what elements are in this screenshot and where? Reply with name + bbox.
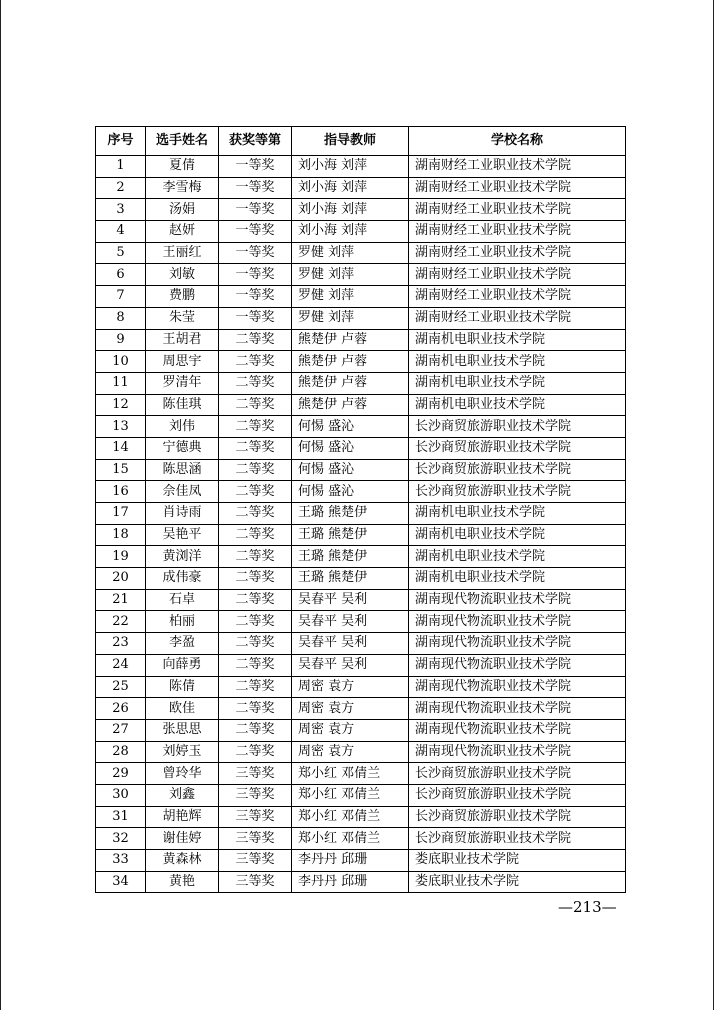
cell-index: 28 [96,741,146,763]
cell-school-name: 湖南机电职业技术学院 [409,546,626,568]
cell-contestant-name: 向薛勇 [146,654,219,676]
cell-index: 8 [96,307,146,329]
table-row [96,199,626,221]
cell-school-name: 湖南现代物流职业技术学院 [409,741,626,763]
cell-contestant-name: 曾玲华 [146,763,219,785]
cell-index: 5 [96,242,146,264]
cell-index: 12 [96,394,146,416]
cell-contestant-name: 成伟豪 [146,568,219,590]
cell-instructors: 郑小红 邓倩兰 [292,784,409,806]
cell-award-level: 一等奖 [219,286,292,308]
table-row [96,850,626,872]
cell-contestant-name: 石卓 [146,589,219,611]
table-row [96,806,626,828]
cell-school-name: 湖南现代物流职业技术学院 [409,676,626,698]
cell-contestant-name: 汤娟 [146,199,219,221]
cell-school-name: 湖南机电职业技术学院 [409,524,626,546]
table-body [96,156,626,893]
cell-contestant-name: 柏丽 [146,611,219,633]
table-row [96,676,626,698]
cell-index: 18 [96,524,146,546]
table-row [96,156,626,178]
table-row [96,286,626,308]
cell-contestant-name: 欧佳 [146,698,219,720]
cell-school-name: 长沙商贸旅游职业技术学院 [409,763,626,785]
cell-award-level: 二等奖 [219,741,292,763]
page-edge-left [0,0,1,1010]
cell-instructors: 熊楚伊 卢蓉 [292,329,409,351]
cell-contestant-name: 费鹏 [146,286,219,308]
cell-school-name: 湖南机电职业技术学院 [409,503,626,525]
cell-award-level: 二等奖 [219,481,292,503]
cell-school-name: 湖南财经工业职业技术学院 [409,221,626,243]
cell-index: 9 [96,329,146,351]
cell-index: 24 [96,654,146,676]
header-award-level: 获奖等第 [219,127,292,156]
cell-school-name: 湖南财经工业职业技术学院 [409,286,626,308]
cell-school-name: 湖南机电职业技术学院 [409,394,626,416]
cell-school-name: 长沙商贸旅游职业技术学院 [409,459,626,481]
cell-index: 14 [96,437,146,459]
cell-index: 19 [96,546,146,568]
cell-school-name: 长沙商贸旅游职业技术学院 [409,437,626,459]
cell-contestant-name: 谢佳婷 [146,828,219,850]
cell-index: 21 [96,589,146,611]
table-row [96,568,626,590]
cell-school-name: 湖南现代物流职业技术学院 [409,654,626,676]
cell-contestant-name: 刘伟 [146,416,219,438]
cell-school-name: 长沙商贸旅游职业技术学院 [409,806,626,828]
cell-award-level: 一等奖 [219,221,292,243]
cell-award-level: 二等奖 [219,329,292,351]
cell-contestant-name: 夏倩 [146,156,219,178]
cell-contestant-name: 陈思涵 [146,459,219,481]
cell-school-name: 长沙商贸旅游职业技术学院 [409,416,626,438]
header-contestant-name: 选手姓名 [146,127,219,156]
cell-instructors: 刘小海 刘萍 [292,221,409,243]
cell-contestant-name: 李雪梅 [146,177,219,199]
cell-index: 25 [96,676,146,698]
cell-school-name: 娄底职业技术学院 [409,871,626,893]
table-row [96,372,626,394]
cell-instructors: 熊楚伊 卢蓉 [292,372,409,394]
cell-index: 22 [96,611,146,633]
cell-index: 20 [96,568,146,590]
cell-award-level: 二等奖 [219,394,292,416]
cell-index: 4 [96,221,146,243]
table-row [96,719,626,741]
cell-instructors: 周密 袁方 [292,719,409,741]
cell-school-name: 湖南现代物流职业技术学院 [409,611,626,633]
cell-contestant-name: 陈倩 [146,676,219,698]
table-row [96,633,626,655]
cell-index: 11 [96,372,146,394]
cell-index: 1 [96,156,146,178]
table-row [96,503,626,525]
cell-instructors: 罗健 刘萍 [292,242,409,264]
table-row [96,784,626,806]
cell-school-name: 娄底职业技术学院 [409,850,626,872]
cell-award-level: 三等奖 [219,763,292,785]
table-row [96,654,626,676]
cell-school-name: 湖南现代物流职业技术学院 [409,719,626,741]
cell-school-name: 湖南财经工业职业技术学院 [409,156,626,178]
cell-award-level: 一等奖 [219,156,292,178]
table-row [96,394,626,416]
cell-contestant-name: 胡艳辉 [146,806,219,828]
cell-instructors: 郑小红 邓倩兰 [292,763,409,785]
cell-award-level: 二等奖 [219,611,292,633]
header-school-name: 学校名称 [409,127,626,156]
header-index: 序号 [96,127,146,156]
cell-instructors: 李丹丹 邱珊 [292,850,409,872]
cell-index: 26 [96,698,146,720]
cell-award-level: 二等奖 [219,676,292,698]
cell-index: 2 [96,177,146,199]
cell-award-level: 二等奖 [219,524,292,546]
cell-school-name: 湖南机电职业技术学院 [409,329,626,351]
cell-index: 33 [96,850,146,872]
cell-instructors: 何惕 盛沁 [292,459,409,481]
cell-index: 10 [96,351,146,373]
cell-instructors: 王璐 熊楚伊 [292,568,409,590]
cell-index: 15 [96,459,146,481]
cell-instructors: 王璐 熊楚伊 [292,503,409,525]
cell-school-name: 湖南机电职业技术学院 [409,372,626,394]
cell-instructors: 郑小红 邓倩兰 [292,828,409,850]
cell-school-name: 湖南机电职业技术学院 [409,568,626,590]
cell-school-name: 湖南现代物流职业技术学院 [409,698,626,720]
table-row [96,763,626,785]
cell-award-level: 一等奖 [219,199,292,221]
cell-school-name: 湖南财经工业职业技术学院 [409,199,626,221]
page-number: —213— [558,898,617,916]
cell-instructors: 郑小红 邓倩兰 [292,806,409,828]
cell-award-level: 一等奖 [219,264,292,286]
table-row [96,221,626,243]
cell-award-level: 二等奖 [219,589,292,611]
cell-award-level: 三等奖 [219,806,292,828]
cell-school-name: 湖南机电职业技术学院 [409,351,626,373]
cell-instructors: 罗健 刘萍 [292,286,409,308]
cell-contestant-name: 黄浏洋 [146,546,219,568]
cell-contestant-name: 刘敏 [146,264,219,286]
table-row [96,264,626,286]
cell-school-name: 长沙商贸旅游职业技术学院 [409,828,626,850]
cell-instructors: 罗健 刘萍 [292,264,409,286]
cell-contestant-name: 王丽红 [146,242,219,264]
table-row [96,589,626,611]
cell-index: 3 [96,199,146,221]
table-row [96,871,626,893]
table-row [96,177,626,199]
cell-index: 16 [96,481,146,503]
cell-index: 6 [96,264,146,286]
cell-award-level: 二等奖 [219,416,292,438]
table-row [96,459,626,481]
cell-school-name: 湖南财经工业职业技术学院 [409,307,626,329]
cell-award-level: 二等奖 [219,546,292,568]
cell-contestant-name: 刘婷玉 [146,741,219,763]
cell-school-name: 长沙商贸旅游职业技术学院 [409,481,626,503]
cell-contestant-name: 张思思 [146,719,219,741]
cell-school-name: 长沙商贸旅游职业技术学院 [409,784,626,806]
table-row [96,242,626,264]
cell-award-level: 二等奖 [219,654,292,676]
cell-instructors: 王璐 熊楚伊 [292,546,409,568]
cell-award-level: 二等奖 [219,351,292,373]
cell-instructors: 刘小海 刘萍 [292,199,409,221]
awards-table [95,126,626,893]
cell-index: 34 [96,871,146,893]
table-row [96,741,626,763]
cell-instructors: 罗健 刘萍 [292,307,409,329]
cell-index: 27 [96,719,146,741]
table-row [96,307,626,329]
table-row [96,828,626,850]
cell-index: 17 [96,503,146,525]
cell-school-name: 湖南财经工业职业技术学院 [409,177,626,199]
cell-instructors: 吴春平 吴利 [292,633,409,655]
cell-contestant-name: 刘鑫 [146,784,219,806]
cell-school-name: 湖南现代物流职业技术学院 [409,589,626,611]
cell-instructors: 吴春平 吴利 [292,589,409,611]
cell-instructors: 熊楚伊 卢蓉 [292,394,409,416]
table-row [96,437,626,459]
cell-contestant-name: 佘佳凤 [146,481,219,503]
cell-award-level: 三等奖 [219,828,292,850]
header-instructors: 指导教师 [292,127,409,156]
header-row [96,127,626,156]
cell-award-level: 二等奖 [219,503,292,525]
cell-instructors: 周密 袁方 [292,741,409,763]
table-row [96,546,626,568]
cell-instructors: 吴春平 吴利 [292,611,409,633]
cell-award-level: 二等奖 [219,437,292,459]
cell-award-level: 三等奖 [219,784,292,806]
cell-instructors: 何惕 盛沁 [292,416,409,438]
cell-contestant-name: 罗清年 [146,372,219,394]
cell-award-level: 二等奖 [219,698,292,720]
cell-index: 30 [96,784,146,806]
cell-contestant-name: 朱莹 [146,307,219,329]
table-header [96,127,626,156]
cell-award-level: 二等奖 [219,719,292,741]
table-row [96,611,626,633]
cell-contestant-name: 黄森林 [146,850,219,872]
cell-award-level: 二等奖 [219,633,292,655]
table-row [96,481,626,503]
cell-contestant-name: 肖诗雨 [146,503,219,525]
cell-award-level: 三等奖 [219,850,292,872]
cell-contestant-name: 陈佳琪 [146,394,219,416]
cell-school-name: 湖南财经工业职业技术学院 [409,264,626,286]
cell-index: 23 [96,633,146,655]
cell-index: 31 [96,806,146,828]
cell-award-level: 二等奖 [219,459,292,481]
table-row [96,351,626,373]
cell-award-level: 一等奖 [219,307,292,329]
cell-award-level: 一等奖 [219,177,292,199]
cell-award-level: 二等奖 [219,568,292,590]
cell-instructors: 何惕 盛沁 [292,437,409,459]
cell-index: 29 [96,763,146,785]
cell-contestant-name: 周思宇 [146,351,219,373]
cell-school-name: 湖南财经工业职业技术学院 [409,242,626,264]
table-row [96,698,626,720]
table-row [96,416,626,438]
cell-contestant-name: 黄艳 [146,871,219,893]
cell-award-level: 二等奖 [219,372,292,394]
cell-contestant-name: 王胡君 [146,329,219,351]
cell-award-level: 三等奖 [219,871,292,893]
cell-index: 7 [96,286,146,308]
cell-instructors: 王璐 熊楚伊 [292,524,409,546]
cell-contestant-name: 吴艳平 [146,524,219,546]
cell-instructors: 何惕 盛沁 [292,481,409,503]
cell-award-level: 一等奖 [219,242,292,264]
cell-contestant-name: 宁德典 [146,437,219,459]
cell-instructors: 吴春平 吴利 [292,654,409,676]
cell-index: 13 [96,416,146,438]
cell-instructors: 周密 袁方 [292,698,409,720]
table-row [96,329,626,351]
cell-instructors: 李丹丹 邱珊 [292,871,409,893]
cell-index: 32 [96,828,146,850]
cell-instructors: 刘小海 刘萍 [292,156,409,178]
cell-instructors: 熊楚伊 卢蓉 [292,351,409,373]
cell-contestant-name: 李盈 [146,633,219,655]
cell-instructors: 周密 袁方 [292,676,409,698]
cell-school-name: 湖南现代物流职业技术学院 [409,633,626,655]
table-row [96,524,626,546]
cell-contestant-name: 赵妍 [146,221,219,243]
cell-instructors: 刘小海 刘萍 [292,177,409,199]
